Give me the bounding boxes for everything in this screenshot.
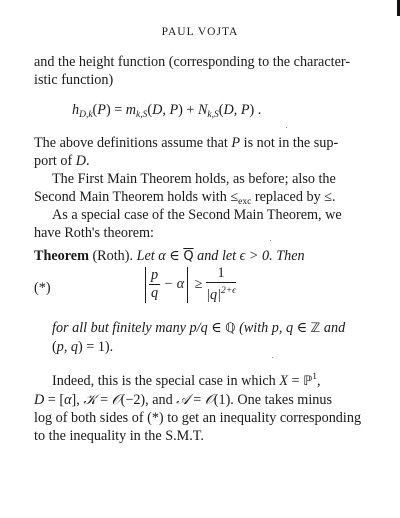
- fraction-one-over-q: $\frac{1}{|q|^{2+\epsilon}}$: [206, 265, 237, 303]
- paragraph-main-theorems: The First Main Theorem holds, as before; also the Second Main Theorem holds with $\le_{exc}$ replaced by ≤.: [34, 171, 336, 207]
- paragraph-definitions: The above definitions assume that P is not in the sup- port of D.: [34, 135, 339, 169]
- theorem-text: Let α ∈ $\overline{Q}$ and let ϵ > 0. Then: [136, 248, 305, 264]
- theorem-title: Theorem: [34, 248, 89, 264]
- paragraph-indeed: Indeed, this is the special case in which X = ℙ$^1$, D = [α], 𝒦 = 𝒪(−2), and 𝒜 = 𝒪(1). One takes minus log of both sides of (*) to get an inequality corresponding to the inequality in the S.M.T.: [34, 372, 362, 444]
- paragraph-finitely-many: for all but finitely many p/q ∈ ℚ (with p, q ∈ ℤ and (p, q) = 1).: [52, 320, 346, 355]
- equation-roth: $\frac{p}{q}$ − α ≥ $\frac{1}{|q|^{2+\epsilon}}$: [142, 265, 236, 305]
- paragraph-height-function: and the height function (corresponding to the character- istic function): [34, 54, 351, 88]
- fraction-p-over-q: $\frac{p}{q}$: [151, 267, 159, 301]
- theorem-name: (Roth).: [92, 248, 134, 264]
- scan-speck: [286, 127, 287, 128]
- scan-speck: [272, 357, 273, 358]
- scan-speck: [270, 240, 271, 241]
- theorem-statement: [34, 247, 368, 266]
- equation-tag: (*): [34, 280, 51, 296]
- paragraph-special-case: As a special case of the Second Main Theorem, we have Roth's theorem:: [34, 207, 342, 241]
- running-header: PAUL VOJTA: [161, 26, 239, 38]
- equation-height: $h_{D,k}(P) = m_{k,S}(D$, $P) + N_{k,S}(D$, P) .: [72, 102, 262, 120]
